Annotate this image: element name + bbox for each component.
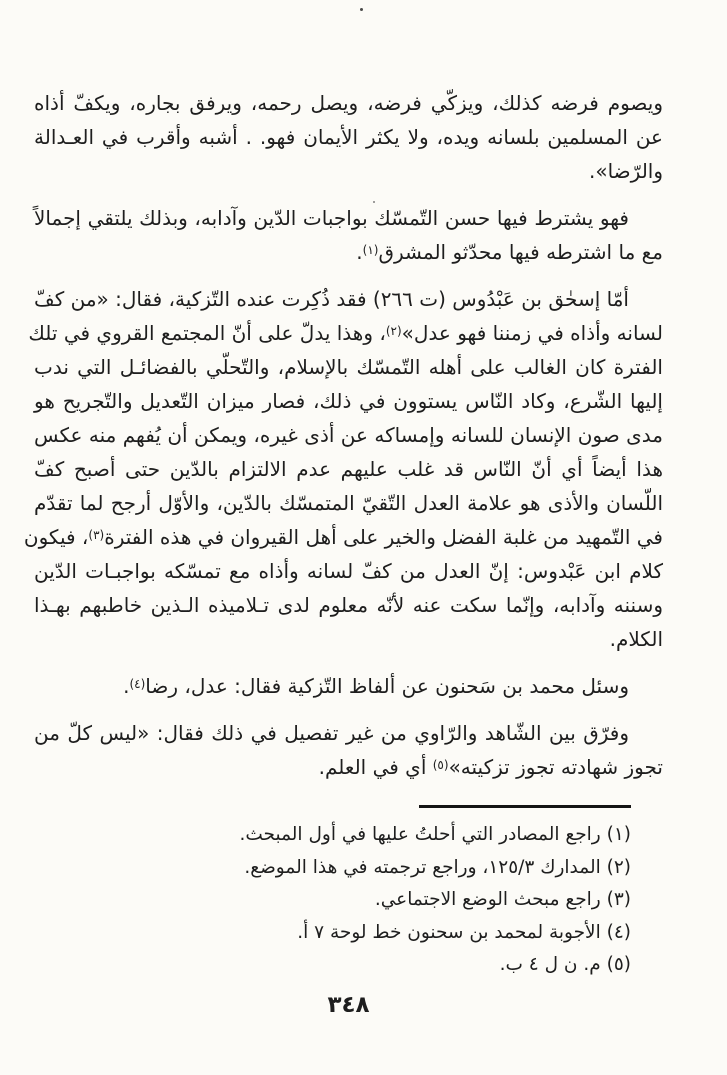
text-line: ويصوم فرضه كذلك، ويزكّي فرضه، ويصل رحمه، ويرفق بجاره، ويكفّ أذاه (34, 91, 663, 115)
page-number: ٣٤٨ (327, 991, 370, 1018)
footnote: (٥) م. ن ل ٤ ب. (499, 954, 631, 975)
main-text (23, 86, 663, 784)
footnote: (١) راجع المصادر التي أحلتُ عليها في أول المبحث. (239, 824, 631, 845)
text-line: وسئل محمد بن سَحنون عن ألفاظ التّزكية فقال: عدل، رضا$^{(٤)}$. (123, 674, 629, 698)
text-line: اللّسان والأذى هو علامة العدل التّقيّ المتمسّك بالدّين، والأوّل أرجح لما تقدّم (34, 491, 663, 515)
footnote-separator (419, 805, 631, 808)
paragraph (34, 201, 663, 269)
text-line: فهو يشترط فيها حسن التّمسّك بواجبات الدّين وآدابه، وبذلك يلتقي إجمالاً (34, 206, 629, 230)
text-line: لسانه وأذاه في زمننا فهو عدل»$^{(٢)}$، وهذا يدلّ على أنّ المجتمع القروي في تلك (28, 321, 663, 345)
footnotes (34, 819, 631, 982)
text-line: كلام ابن عَبْدوس: إنّ العدل من كفّ لسانه وأذاه مع تمسّكه بواجبـات الدّين (34, 559, 663, 583)
text-line: مع ما اشترطه فيها محدّثو المشرق$^{(١)}$. (356, 240, 663, 264)
text-line: الكلام. (609, 627, 663, 651)
text-line: الفترة كان الغالب على أهله التّمسّك بالإسلام، والتّحلّي بالفضائـل التي ندب (34, 355, 663, 379)
paragraph (23, 282, 663, 656)
paragraph (34, 669, 663, 703)
scan-artifact-dot (373, 201, 375, 203)
scan-artifact-dot (360, 8, 363, 11)
text-line: إليها الشّرع، وكاد النّاس يستوون في ذلك، فصار ميزان التّعديل والتّجريح هو (34, 389, 663, 413)
text-line: وسننه وآدابه، وإنّما سكت عنه لأنّه معلوم لدى تـلاميذه الـذين خاطبهم بهـذا (34, 593, 663, 617)
text-line: عن المسلمين بلسانه ويده، ولا يكثر الأيمان فهو. . أشبه وأقرب في العـدالة (34, 125, 663, 149)
footnote: (٣) راجع مبحث الوضع الاجتماعي. (374, 889, 631, 910)
text-line: أمّا إسحٰق بن عَبْدُوس (ت ٢٦٦) فقد ذُكِرت عنده التّزكية، فقال: «من كفّ (34, 287, 629, 311)
text-line: تجوز شهادته تجوز تزكيته»$^{(٥)}$ أي في العلم. (318, 755, 663, 779)
text-line: والرّضا». (588, 159, 663, 183)
text-line: مدى صون الإنسان للسانه وإمساكه عن أذى غيره، ويمكن أن يُفهم منه عكس (34, 423, 663, 447)
text-line: في التّمهيد من غلبة الفضل والخير على أهل القيروان في هذه الفترة$^{(٣)}$، فيكون (23, 525, 663, 549)
text-line: هذا أيضاً أي أنّ النّاس قد غلب عليهم عدم الالتزام بالدّين حتى أصبح كفّ (34, 457, 663, 481)
paragraph (34, 86, 663, 188)
paragraph (34, 716, 663, 784)
footnote: (٤) الأجوبة لمحمد بن سحنون خط لوحة ٧ أ. (297, 921, 631, 943)
footnote: (٢) المدارك ١٢٥/٣، وراجع ترجمته في هذا الموضع. (244, 856, 631, 878)
text-line: وفرّق بين الشّاهد والرّاوي من غير تفصيل في ذلك فقال: «ليس كلّ من (34, 721, 629, 745)
